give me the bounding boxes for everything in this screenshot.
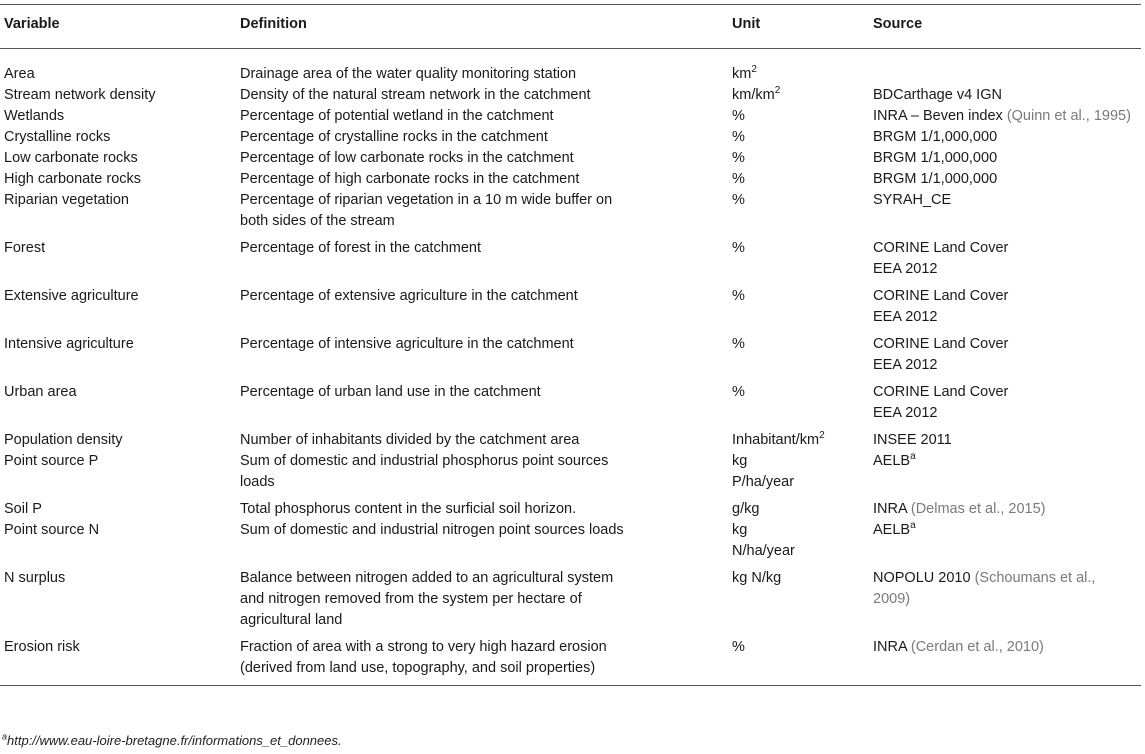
- definition-text: Percentage of riparian vegetation in a 10 m wide buffer on: [240, 192, 613, 208]
- unit-text: kg: [732, 453, 748, 469]
- cell-source: [869, 499, 1141, 520]
- variable-text: Forest: [4, 240, 46, 256]
- cell-variable: [0, 238, 236, 286]
- cell-unit: [728, 520, 869, 568]
- header-variable: Variable: [0, 5, 236, 49]
- variable-text: Intensive agriculture: [4, 336, 134, 352]
- unit-text: %: [732, 240, 745, 256]
- variable-text: Point source N: [4, 522, 100, 538]
- variable-text: Erosion risk: [4, 639, 80, 655]
- variable-text: Population density: [4, 432, 123, 448]
- definition-text: Balance between nitrogen added to an agricultural system: [240, 570, 614, 586]
- cell-source: [869, 169, 1141, 190]
- cell-unit: [728, 106, 869, 127]
- source-citation-2: 2009): [873, 591, 911, 607]
- variable-text: Crystalline rocks: [4, 129, 111, 145]
- cell-definition: [236, 169, 728, 190]
- unit-superscript: 2: [774, 85, 781, 97]
- table-row: [0, 451, 1141, 499]
- table-row: [0, 286, 1141, 334]
- table-body: [0, 49, 1141, 686]
- definition-text-2: loads: [240, 474, 275, 490]
- table-row: [0, 49, 1141, 86]
- variable-text: Riparian vegetation: [4, 192, 129, 208]
- cell-source: [869, 637, 1141, 686]
- table-row: [0, 382, 1141, 430]
- table-row: [0, 238, 1141, 286]
- unit-text: g/kg: [732, 501, 760, 517]
- definition-text: Percentage of crystalline rocks in the catchment: [240, 129, 548, 145]
- source-text: CORINE Land Cover: [873, 240, 1009, 256]
- unit-text: %: [732, 108, 745, 124]
- cell-variable: [0, 520, 236, 568]
- cell-variable: [0, 169, 236, 190]
- cell-unit: [728, 169, 869, 190]
- cell-source: [869, 286, 1141, 334]
- definition-text: Percentage of urban land use in the catchment: [240, 384, 541, 400]
- definition-text-2: and nitrogen removed from the system per hectare of: [240, 591, 582, 607]
- cell-definition: [236, 334, 728, 382]
- cell-definition: [236, 430, 728, 451]
- unit-text: Inhabitant/km: [732, 432, 820, 448]
- cell-unit: [728, 568, 869, 637]
- source-text: SYRAH_CE: [873, 192, 952, 208]
- source-text: BDCarthage v4 IGN: [873, 87, 1002, 103]
- cell-definition: [236, 520, 728, 568]
- cell-variable: [0, 148, 236, 169]
- definition-text-2: both sides of the stream: [240, 213, 395, 229]
- cell-source: [869, 520, 1141, 568]
- definition-text: Percentage of extensive agriculture in the catchment: [240, 288, 578, 304]
- cell-definition: [236, 190, 728, 238]
- cell-unit: [728, 238, 869, 286]
- table-row: [0, 148, 1141, 169]
- unit-superscript: 2: [819, 430, 825, 442]
- definition-text: Percentage of potential wetland in the catchment: [240, 108, 554, 124]
- cell-source: [869, 190, 1141, 238]
- source-text: AELB: [873, 453, 911, 469]
- table-row: [0, 127, 1141, 148]
- definition-text: Sum of domestic and industrial nitrogen point sources loads: [240, 522, 624, 538]
- cell-variable: [0, 430, 236, 451]
- table-row: [0, 637, 1141, 686]
- definition-text: Percentage of high carbonate rocks in the catchment: [240, 171, 580, 187]
- cell-source: [869, 148, 1141, 169]
- cell-definition: [236, 238, 728, 286]
- header-unit: Unit: [728, 5, 869, 49]
- unit-text-2: P/ha/year: [732, 474, 795, 490]
- cell-unit: [728, 430, 869, 451]
- source-text: BRGM 1/1,000,000: [873, 171, 998, 187]
- unit-text: %: [732, 384, 745, 400]
- footnote-text: http://www.eau-loire-bretagne.fr/informations_et_donnees.: [7, 733, 342, 748]
- footnote: [2, 733, 342, 748]
- cell-variable: [0, 451, 236, 499]
- variable-text: Wetlands: [4, 108, 65, 124]
- cell-source: [869, 430, 1141, 451]
- unit-superscript: 2: [751, 64, 757, 76]
- source-citation: (Delmas et al., 2015): [910, 501, 1046, 517]
- variable-text: Stream network density: [4, 87, 156, 103]
- cell-unit: [728, 382, 869, 430]
- source-citation: (Cerdan et al., 2010): [910, 639, 1044, 655]
- cell-source: [869, 451, 1141, 499]
- table-row: [0, 106, 1141, 127]
- source-text-2: EEA 2012: [873, 357, 938, 373]
- header-definition: Definition: [236, 5, 728, 49]
- source-citation: (Schoumans et al.,: [974, 570, 1096, 586]
- unit-text-2: N/ha/year: [732, 543, 795, 559]
- unit-text: %: [732, 192, 745, 208]
- unit-text: km/km: [732, 87, 775, 103]
- cell-definition: [236, 49, 728, 86]
- cell-source: [869, 238, 1141, 286]
- variables-table: [0, 4, 1141, 686]
- cell-definition: [236, 637, 728, 686]
- cell-unit: [728, 148, 869, 169]
- table-row: [0, 430, 1141, 451]
- cell-unit: [728, 334, 869, 382]
- source-text: BRGM 1/1,000,000: [873, 150, 998, 166]
- table-row: [0, 568, 1141, 637]
- cell-definition: [236, 499, 728, 520]
- source-text-2: EEA 2012: [873, 405, 938, 421]
- cell-variable: [0, 382, 236, 430]
- unit-text: %: [732, 150, 745, 166]
- table-row: [0, 169, 1141, 190]
- unit-text: %: [732, 288, 745, 304]
- cell-unit: [728, 85, 869, 106]
- unit-text: %: [732, 639, 745, 655]
- source-citation: (Quinn et al., 1995): [1006, 108, 1131, 124]
- cell-variable: [0, 85, 236, 106]
- header-source: Source: [869, 5, 1141, 49]
- unit-text: kg: [732, 522, 748, 538]
- cell-source: [869, 568, 1141, 637]
- cell-source: [869, 106, 1141, 127]
- cell-variable: [0, 637, 236, 686]
- definition-text-2: (derived from land use, topography, and soil properties): [240, 660, 596, 676]
- source-text: CORINE Land Cover: [873, 336, 1009, 352]
- unit-text: kg N/kg: [732, 570, 782, 586]
- source-text-2: EEA 2012: [873, 261, 938, 277]
- definition-text: Sum of domestic and industrial phosphorus point sources: [240, 453, 609, 469]
- cell-unit: [728, 190, 869, 238]
- source-text: INSEE 2011: [873, 432, 952, 448]
- cell-variable: [0, 127, 236, 148]
- cell-definition: [236, 286, 728, 334]
- variable-text: Area: [4, 66, 35, 82]
- variable-text: Low carbonate rocks: [4, 150, 138, 166]
- source-superscript: a: [910, 451, 916, 463]
- table-row: [0, 499, 1141, 520]
- cell-variable: [0, 334, 236, 382]
- definition-text: Drainage area of the water quality monitoring station: [240, 66, 577, 82]
- cell-unit: [728, 499, 869, 520]
- cell-unit: [728, 49, 869, 86]
- cell-source: [869, 382, 1141, 430]
- source-text: CORINE Land Cover: [873, 384, 1009, 400]
- cell-unit: [728, 637, 869, 686]
- cell-definition: [236, 382, 728, 430]
- footnote-mark: a: [2, 731, 8, 742]
- source-text: INRA: [873, 639, 907, 655]
- cell-source: [869, 334, 1141, 382]
- definition-text: Percentage of low carbonate rocks in the catchment: [240, 150, 574, 166]
- unit-text: %: [732, 129, 745, 145]
- source-text: INRA – Beven index: [873, 108, 1003, 124]
- source-text: CORINE Land Cover: [873, 288, 1009, 304]
- variable-text: High carbonate rocks: [4, 171, 142, 187]
- definition-text: Number of inhabitants divided by the catchment area: [240, 432, 580, 448]
- source-superscript: a: [910, 520, 916, 532]
- table-row: [0, 85, 1141, 106]
- cell-definition: [236, 451, 728, 499]
- variable-text: N surplus: [4, 570, 66, 586]
- unit-text: %: [732, 336, 745, 352]
- variable-text: Point source P: [4, 453, 99, 469]
- cell-variable: [0, 286, 236, 334]
- cell-unit: [728, 127, 869, 148]
- cell-variable: [0, 106, 236, 127]
- cell-definition: [236, 568, 728, 637]
- table-row: [0, 190, 1141, 238]
- unit-text: %: [732, 171, 745, 187]
- unit-text: km: [732, 66, 752, 82]
- source-text: NOPOLU 2010: [873, 570, 971, 586]
- cell-variable: [0, 190, 236, 238]
- definition-text: Density of the natural stream network in the catchment: [240, 87, 591, 103]
- cell-source: [869, 49, 1141, 86]
- cell-definition: [236, 106, 728, 127]
- cell-unit: [728, 451, 869, 499]
- definition-text: Percentage of forest in the catchment: [240, 240, 481, 256]
- table-row: [0, 520, 1141, 568]
- cell-variable: [0, 49, 236, 86]
- source-text-2: EEA 2012: [873, 309, 938, 325]
- definition-text: Total phosphorus content in the surficial soil horizon.: [240, 501, 577, 517]
- definition-text-3: agricultural land: [240, 612, 343, 628]
- cell-source: [869, 85, 1141, 106]
- definition-text: Percentage of intensive agriculture in the catchment: [240, 336, 574, 352]
- source-text: AELB: [873, 522, 911, 538]
- table-header-row: [0, 5, 1141, 49]
- source-text: INRA: [873, 501, 907, 517]
- cell-source: [869, 127, 1141, 148]
- definition-text: Fraction of area with a strong to very high hazard erosion: [240, 639, 607, 655]
- variable-text: Extensive agriculture: [4, 288, 139, 304]
- cell-variable: [0, 568, 236, 637]
- source-text: BRGM 1/1,000,000: [873, 129, 998, 145]
- variable-text: Urban area: [4, 384, 77, 400]
- variable-text: Soil P: [4, 501, 42, 517]
- cell-variable: [0, 499, 236, 520]
- cell-unit: [728, 286, 869, 334]
- cell-definition: [236, 127, 728, 148]
- cell-definition: [236, 85, 728, 106]
- cell-definition: [236, 148, 728, 169]
- table-row: [0, 334, 1141, 382]
